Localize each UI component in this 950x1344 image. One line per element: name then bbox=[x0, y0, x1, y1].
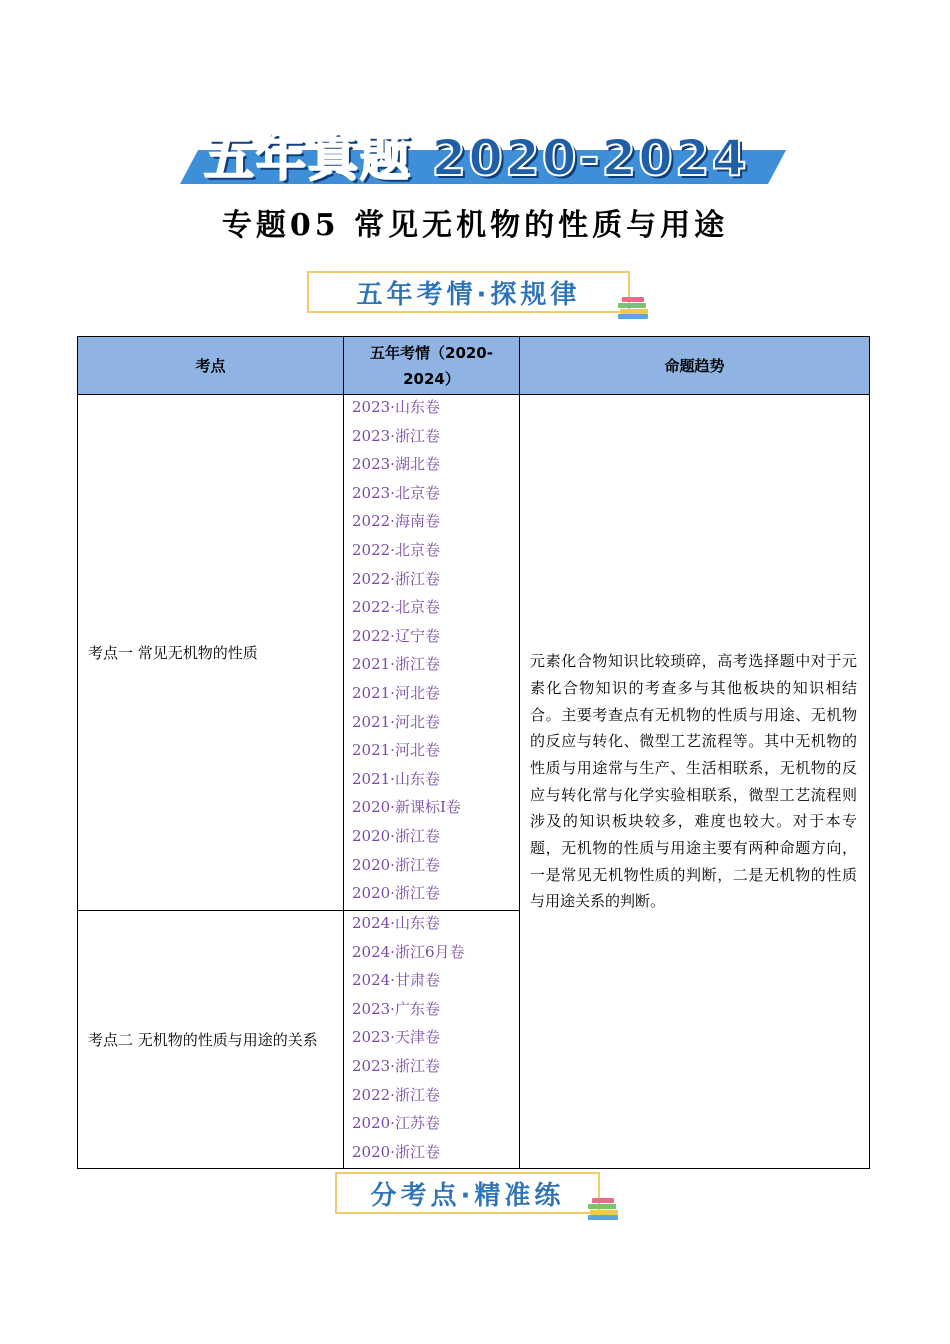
year-item: 2021·河北卷 bbox=[352, 712, 440, 731]
year-item: 2022·浙江卷 bbox=[352, 569, 440, 588]
exam-table bbox=[77, 336, 870, 1169]
books-icon bbox=[618, 297, 648, 319]
year-item: 2020·新课标Ⅰ卷 bbox=[352, 798, 461, 817]
banner-title: 五年真题 2020-2024 bbox=[204, 129, 749, 187]
section-header-label: 五年考情·探规律 bbox=[356, 279, 581, 310]
year-item: 2020·江苏卷 bbox=[352, 1114, 440, 1133]
title-banner bbox=[180, 118, 770, 186]
year-item: 2024·浙江6月卷 bbox=[352, 942, 465, 961]
header-trend: 命题趋势 bbox=[520, 337, 870, 395]
year-item: 2022·浙江卷 bbox=[352, 1085, 440, 1104]
year-item: 2022·北京卷 bbox=[352, 540, 440, 559]
section-header-practice bbox=[335, 1172, 600, 1214]
year-item: 2023·浙江卷 bbox=[352, 1056, 440, 1075]
year-item: 2023·北京卷 bbox=[352, 483, 440, 502]
year-item: 2020·浙江卷 bbox=[352, 1142, 440, 1161]
header-point: 考点 bbox=[78, 337, 344, 395]
table-header-row bbox=[78, 337, 870, 395]
year-item: 2024·甘肃卷 bbox=[352, 971, 440, 990]
year-item: 2023·天津卷 bbox=[352, 1028, 440, 1047]
section-header-label: 分考点·精准练 bbox=[370, 1180, 565, 1211]
year-item: 2021·山东卷 bbox=[352, 769, 440, 788]
year-item: 2020·浙江卷 bbox=[352, 826, 440, 845]
year-item: 2022·辽宁卷 bbox=[352, 626, 440, 645]
header-years: 五年考情（2020-2024） bbox=[344, 337, 520, 395]
page-subtitle: 专题05 常见无机物的性质与用途 bbox=[221, 208, 729, 243]
year-item: 2024·山东卷 bbox=[352, 914, 440, 932]
year-item: 2022·海南卷 bbox=[352, 512, 440, 531]
section-header-trends bbox=[307, 271, 630, 313]
year-item: 2023·湖北卷 bbox=[352, 455, 440, 474]
year-item: 2021·浙江卷 bbox=[352, 655, 440, 674]
year-item: 2020·浙江卷 bbox=[352, 855, 440, 874]
point-cell: 考点一 常见无机物的性质 bbox=[78, 395, 344, 911]
year-item: 2022·北京卷 bbox=[352, 598, 440, 617]
books-icon bbox=[588, 1198, 618, 1220]
year-item: 2020·浙江卷 bbox=[352, 884, 440, 903]
years-cell bbox=[344, 395, 520, 911]
year-item: 2021·河北卷 bbox=[352, 741, 440, 760]
point-cell: 考点二 无机物的性质与用途的关系 bbox=[78, 911, 344, 1169]
year-item: 2021·河北卷 bbox=[352, 683, 440, 702]
year-item: 2023·广东卷 bbox=[352, 999, 440, 1018]
years-cell bbox=[344, 911, 520, 1169]
trend-cell: 元素化合物知识比较琐碎，高考选择题中对于元素化合物知识的考查多与其他板块的知识相结合。主要考查点有无机物的性质与用途、无机物的反应与转化、微型工艺流程等。其中无机物的性质与用途常与生产、生活相联系，无机物的反应与转化常与化学实验相联系，微型工艺流程则涉及的知识板块较多，难度也较大。对于本专题，无机物的性质与用途主要有两种命题方向，一是常见无机物性质的判断，二是无机物的性质与用途关系的判断。 bbox=[520, 395, 870, 1169]
table-row bbox=[78, 395, 870, 911]
year-item: 2023·浙江卷 bbox=[352, 426, 440, 445]
year-item: 2023·山东卷 bbox=[352, 398, 440, 416]
